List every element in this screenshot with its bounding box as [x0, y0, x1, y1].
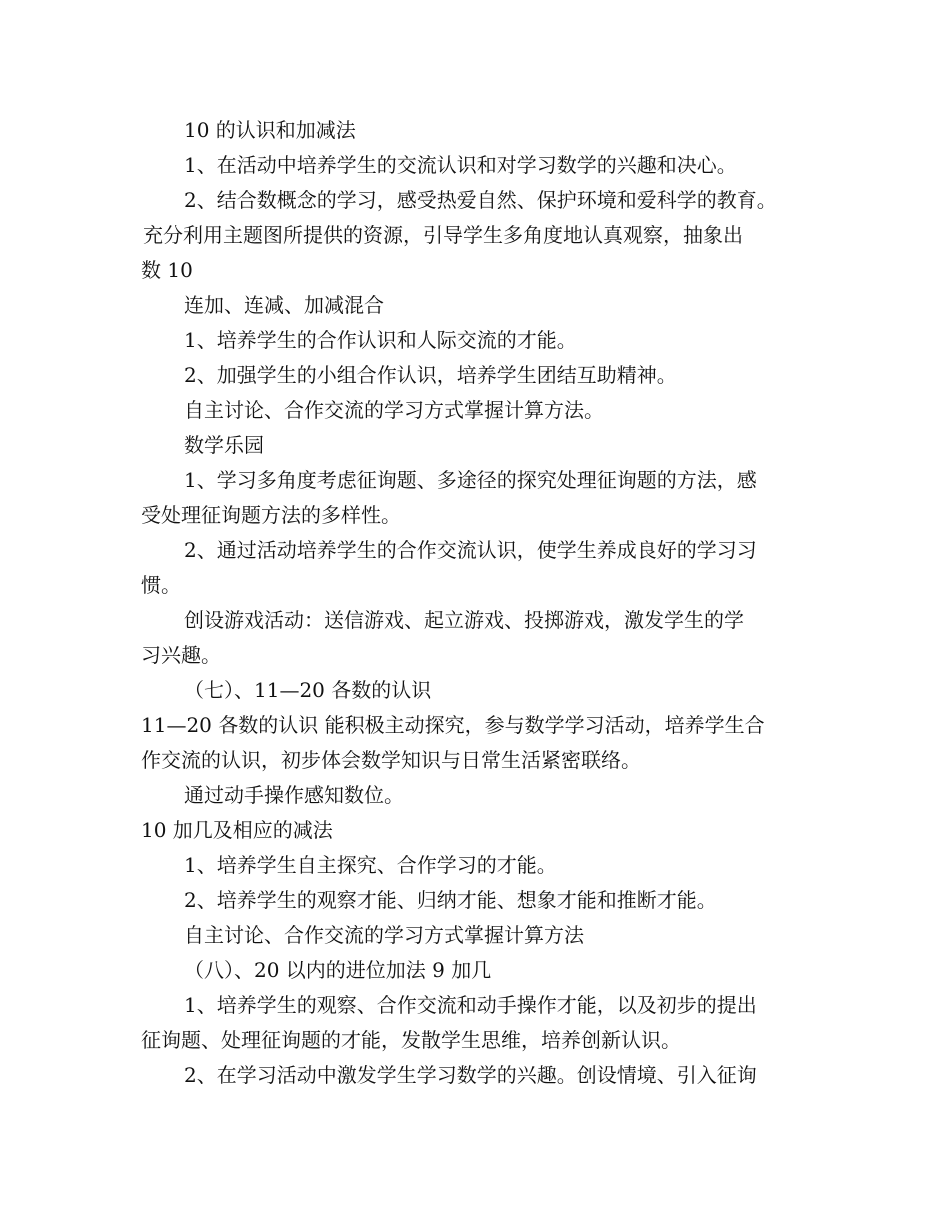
text-line: 数学乐园: [184, 433, 264, 457]
text-line: 充分利用主题图所提供的资源，引导学生多角度地认真观察，抽象出: [143, 223, 743, 247]
text-line: 1、学习多角度考虑征询题、多途径的探究处理征询题的方法，感: [184, 468, 757, 492]
text-line: 10 的认识和加减法: [184, 118, 356, 142]
text-line: 受处理征询题方法的多样性。: [141, 503, 401, 527]
document-body: [141, 113, 821, 1093]
text-line: 习兴趣。: [141, 643, 221, 667]
text-line: 作交流的认识，初步体会数学知识与日常生活紧密联络。: [141, 748, 641, 772]
text-line: 1、在活动中培养学生的交流认识和对学习数学的兴趣和决心。: [184, 153, 737, 177]
text-line: 2、结合数概念的学习，感受热爱自然、保护环境和爱科学的教育。: [184, 188, 777, 212]
text-line: 1、培养学生的观察、合作交流和动手操作才能，以及初步的提出: [184, 993, 757, 1017]
text-line: 2、在学习活动中激发学生学习数学的兴趣。创设情境、引入征询: [184, 1063, 757, 1087]
text-line: 2、培养学生的观察才能、归纳才能、想象才能和推断才能。: [184, 888, 717, 912]
text-line: 11—20 各数的认识 能积极主动探究，参与数学学习活动，培养学生合: [141, 713, 765, 737]
text-line: 自主讨论、合作交流的学习方式掌握计算方法。: [184, 398, 604, 422]
text-line: 10 加几及相应的减法: [141, 818, 333, 842]
text-line: 连加、连减、加减混合: [184, 293, 384, 317]
text-line: 通过动手操作感知数位。: [184, 783, 404, 807]
text-line: 创设游戏活动：送信游戏、起立游戏、投掷游戏，激发学生的学: [184, 608, 744, 632]
text-line: 1、培养学生的合作认识和人际交流的才能。: [184, 328, 577, 352]
text-line: 惯。: [141, 573, 181, 597]
text-line: 2、通过活动培养学生的合作交流认识，使学生养成良好的学习习: [184, 538, 757, 562]
section-heading: （七）、11—20 各数的认识: [184, 678, 432, 702]
text-line: 1、培养学生自主探究、合作学习的才能。: [184, 853, 557, 877]
text-line: 征询题、处理征询题的才能，发散学生思维，培养创新认识。: [141, 1028, 681, 1052]
section-heading: （八）、20 以内的进位加法 9 加几: [184, 958, 492, 982]
text-line: 2、加强学生的小组合作认识，培养学生团结互助精神。: [184, 363, 677, 387]
text-line: 数 10: [141, 258, 193, 282]
text-line: 自主讨论、合作交流的学习方式掌握计算方法: [184, 923, 584, 947]
